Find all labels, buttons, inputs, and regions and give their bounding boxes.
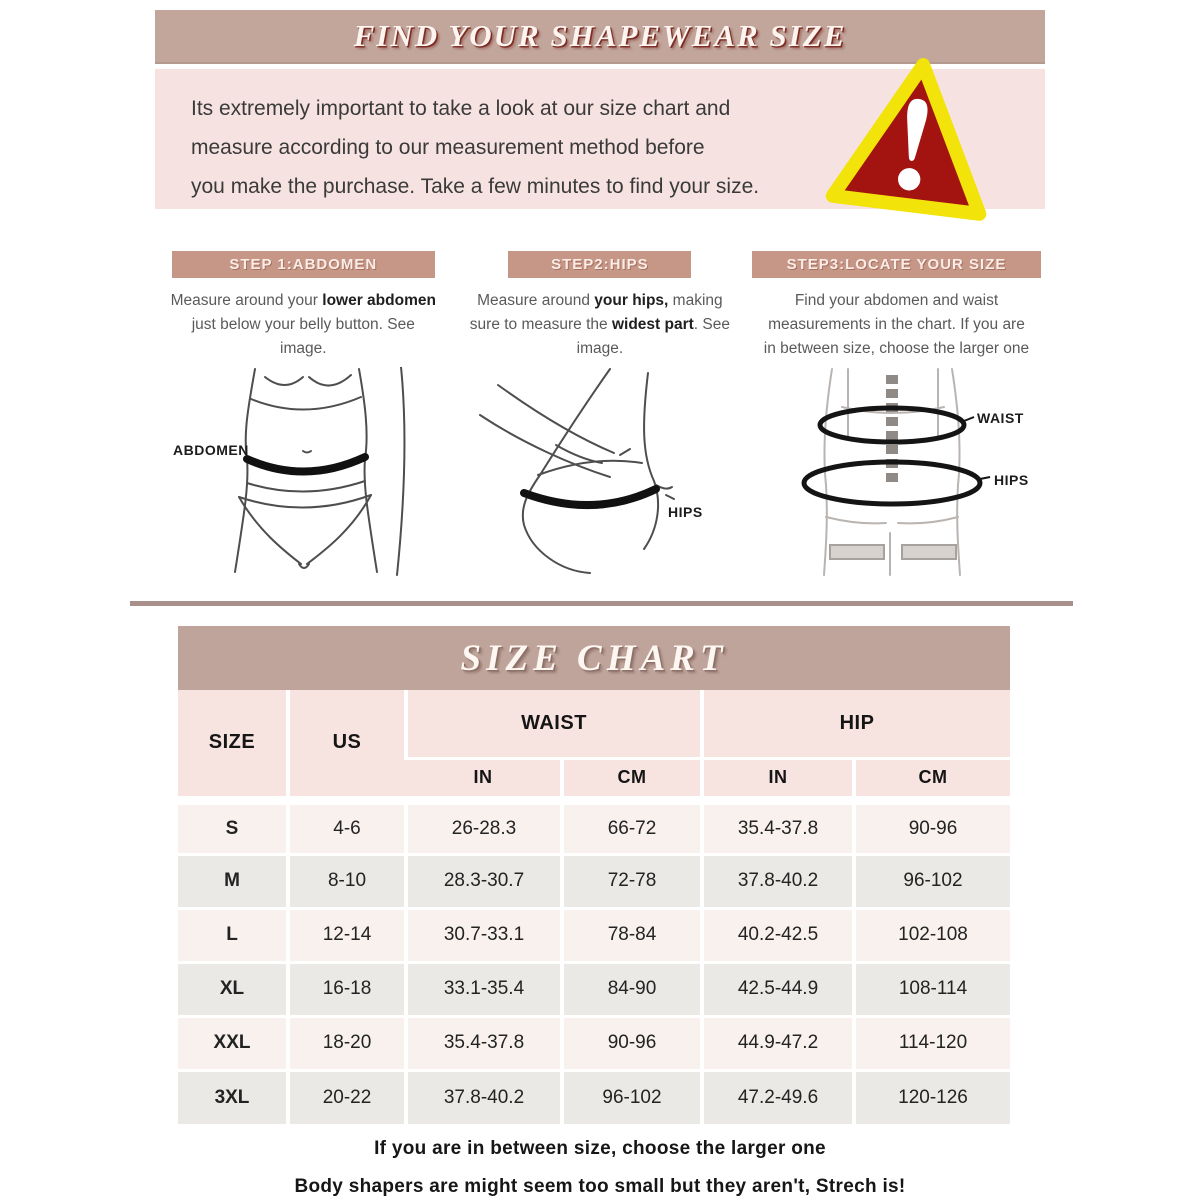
- cell-size: M: [178, 854, 288, 908]
- col-header-size: SIZE: [178, 690, 288, 800]
- cell-hip-cm: 120-126: [854, 1070, 1010, 1124]
- table-row-s: [178, 800, 1010, 854]
- cell-waist-in: 33.1-35.4: [406, 962, 562, 1016]
- cell-hip-in: 44.9-47.2: [702, 1016, 854, 1070]
- page-title: FIND YOUR SHAPEWEAR SIZE: [353, 18, 847, 53]
- cell-size: 3XL: [178, 1070, 288, 1124]
- cell-waist-cm: 96-102: [562, 1070, 702, 1124]
- step-1-abdomen: [155, 251, 452, 577]
- cell-hip-cm: 108-114: [854, 962, 1010, 1016]
- step-1-band: [172, 251, 435, 278]
- cell-us: 4-6: [288, 800, 406, 854]
- intro-line-1: Its extremely important to take a look at our size chart and: [191, 97, 731, 120]
- table-row-3xl: [178, 1070, 1010, 1124]
- hero-section: [155, 10, 1045, 209]
- col-header-hip-in: IN: [702, 758, 854, 800]
- cell-waist-in: 30.7-33.1: [406, 908, 562, 962]
- col-header-waist-cm: CM: [562, 758, 702, 800]
- cell-waist-cm: 78-84: [562, 908, 702, 962]
- cell-us: 8-10: [288, 854, 406, 908]
- intro-line-2: measure according to our measurement method before: [191, 136, 705, 159]
- table-row-xxl: [178, 1016, 1010, 1070]
- cell-waist-cm: 66-72: [562, 800, 702, 854]
- col-header-hip: HIP: [702, 690, 1010, 758]
- footer-note-1: If you are in between size, choose the larger one: [374, 1138, 826, 1159]
- cell-hip-cm: 96-102: [854, 854, 1010, 908]
- cell-hip-cm: 90-96: [854, 800, 1010, 854]
- cell-us: 16-18: [288, 962, 406, 1016]
- section-divider: [130, 601, 1073, 606]
- cell-us: 20-22: [288, 1070, 406, 1124]
- step-1-text: Measure around your lower abdomen just below your belly button. See image.: [170, 292, 436, 357]
- cell-size: S: [178, 800, 288, 854]
- step-3-band: [752, 251, 1041, 278]
- table-row-xl: [178, 962, 1010, 1016]
- size-chart-table: [178, 690, 1010, 1124]
- table-row-m: [178, 854, 1010, 908]
- cell-hip-cm: 102-108: [854, 908, 1010, 962]
- cell-size: XL: [178, 962, 288, 1016]
- cell-size: L: [178, 908, 288, 962]
- cell-waist-in: 26-28.3: [406, 800, 562, 854]
- abdomen-figure: [163, 367, 443, 577]
- cell-waist-in: 28.3-30.7: [406, 854, 562, 908]
- step-2-hips: [452, 251, 749, 577]
- cell-hip-cm: 114-120: [854, 1016, 1010, 1070]
- abdomen-label: ABDOMEN: [173, 442, 250, 458]
- warning-triangle-icon: [825, 54, 1003, 226]
- cell-us: 12-14: [288, 908, 406, 962]
- cell-waist-in: 37.8-40.2: [406, 1070, 562, 1124]
- cell-us: 18-20: [288, 1016, 406, 1070]
- cell-waist-cm: 84-90: [562, 962, 702, 1016]
- group-header-row: [178, 690, 1010, 758]
- step-1-title: STEP 1:ABDOMEN: [229, 256, 378, 273]
- hips-measure-band: [524, 489, 656, 505]
- waist-label: WAIST: [977, 410, 1025, 426]
- cell-hip-in: 40.2-42.5: [702, 908, 854, 962]
- col-header-hip-cm: CM: [854, 758, 1010, 800]
- cell-waist-cm: 72-78: [562, 854, 702, 908]
- cell-hip-in: 37.8-40.2: [702, 854, 854, 908]
- hips-label: HIPS: [667, 504, 703, 520]
- step-3-locate-size: [748, 251, 1045, 577]
- step-2-text: Measure around your hips, making sure to measure the widest part. See image.: [469, 292, 730, 357]
- step-2-title: STEP2:HIPS: [551, 256, 649, 273]
- cell-hip-in: 47.2-49.6: [702, 1070, 854, 1124]
- intro-line-3: you make the purchase. Take a few minutes to find your size.: [191, 175, 760, 198]
- size-chart-banner: [178, 626, 1010, 690]
- step-2-band: [508, 251, 691, 278]
- step-3-title: STEP3:LOCATE YOUR SIZE: [786, 256, 1007, 273]
- cell-hip-in: 42.5-44.9: [702, 962, 854, 1016]
- hips-label-2: HIPS: [994, 472, 1030, 488]
- cell-hip-in: 35.4-37.8: [702, 800, 854, 854]
- hips-measure-ellipse: [804, 462, 980, 504]
- cell-size: XXL: [178, 1016, 288, 1070]
- locate-size-figure: [756, 367, 1036, 577]
- steps-row: [155, 251, 1045, 577]
- footer-note-2: Body shapers are might seem too small but they aren't, Strech is!: [294, 1176, 906, 1197]
- cell-waist-in: 35.4-37.8: [406, 1016, 562, 1070]
- footer-notes: [0, 1138, 1200, 1198]
- col-header-waist: WAIST: [406, 690, 702, 758]
- cell-waist-cm: 90-96: [562, 1016, 702, 1070]
- col-header-us: US: [288, 690, 406, 800]
- size-chart-title: SIZE CHART: [460, 637, 728, 679]
- step-3-text: Find your abdomen and waist measurements in the chart. If you are in between size, choose the larger one: [763, 292, 1030, 357]
- col-header-waist-in: IN: [406, 758, 562, 800]
- table-row-l: [178, 908, 1010, 962]
- hips-figure: [460, 367, 740, 577]
- abdomen-measure-band: [247, 457, 365, 472]
